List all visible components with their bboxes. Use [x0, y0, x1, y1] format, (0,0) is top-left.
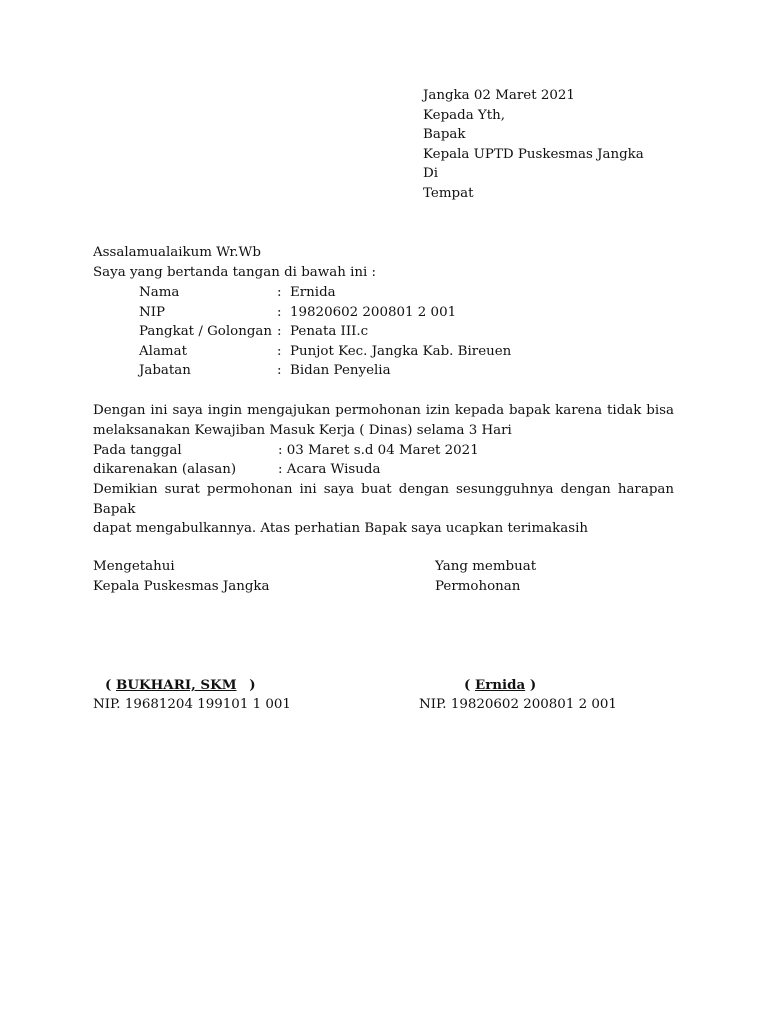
request-paragraph	[93, 401, 674, 440]
maker-label: Yang membuat	[435, 559, 537, 574]
close-paren: )	[249, 677, 256, 693]
request-label: Permohonan	[435, 578, 521, 594]
closing-line-2: dapat mengabulkannya. Atas perhatian Bapak saya ucapkan terimakasih	[93, 521, 589, 537]
identity-colon: :	[277, 363, 282, 379]
place-date: Jangka 02 Maret 2021	[423, 88, 575, 103]
identity-colon: :	[277, 285, 282, 300]
identity-value: Punjot Kec. Jangka Kab. Bireuen	[290, 343, 512, 359]
identity-label: Jabatan	[139, 363, 191, 379]
closing-paragraph	[93, 480, 674, 539]
open-paren: (	[464, 677, 471, 693]
date-label: Pada tanggal	[93, 443, 182, 458]
identity-colon: :	[277, 324, 282, 340]
closing-line-1: Demikian surat permohonan ini saya buat dengan sesungguhnya dengan harapan Bapak	[93, 482, 674, 517]
nip-right: NIP. 19820602 200801 2 001	[419, 697, 617, 712]
identity-colon: :	[277, 343, 282, 359]
signer-right-name: Ernida	[475, 677, 526, 693]
at-line: Di	[423, 166, 439, 182]
greeting: Assalamualaikum Wr.Wb	[93, 245, 261, 260]
signature-right-titles	[435, 557, 536, 596]
reason-label: dikarenakan (alasan)	[93, 462, 237, 477]
reason-value: : Acara Wisuda	[278, 462, 381, 477]
identity-label: Pangkat / Golongan	[139, 324, 272, 340]
nip-left: NIP. 19681204 199101 1 001	[93, 697, 291, 712]
head-title: Kepala Puskesmas Jangka	[93, 578, 270, 594]
acknowledge-label: Mengetahui	[93, 559, 175, 574]
signature-left-titles	[93, 557, 270, 596]
to-line: Kepada Yth,	[423, 107, 506, 123]
identity-label: Alamat	[139, 343, 187, 359]
request-line-2: melaksanakan Kewajiban Masuk Kerja ( Dinas) selama 3 Hari	[93, 422, 512, 438]
salutation: Bapak	[423, 127, 466, 143]
identity-colon: :	[277, 304, 282, 320]
open-paren: (	[105, 677, 112, 693]
identity-value: Ernida	[290, 285, 336, 300]
signer-left-name: BUKHARI, SKM	[116, 677, 237, 693]
signer-left	[105, 676, 256, 696]
signer-right	[464, 676, 536, 696]
intro-line: Saya yang bertanda tangan di bawah ini :	[93, 264, 377, 280]
place-line: Tempat	[423, 185, 474, 201]
identity-label: NIP	[139, 304, 166, 320]
close-paren: )	[529, 677, 537, 693]
address-block	[423, 86, 644, 204]
date-value: : 03 Maret s.d 04 Maret 2021	[278, 443, 479, 458]
identity-value: Penata III.c	[290, 324, 369, 340]
identity-value: 19820602 200801 2 001	[290, 304, 457, 320]
recipient: Kepala UPTD Puskesmas Jangka	[423, 146, 644, 162]
identity-label: Nama	[139, 285, 180, 300]
opening	[93, 243, 376, 282]
identity-value: Bidan Penyelia	[290, 363, 391, 379]
request-line-1: Dengan ini saya ingin mengajukan permohonan izin kepada bapak karena tidak bisa	[93, 403, 674, 418]
